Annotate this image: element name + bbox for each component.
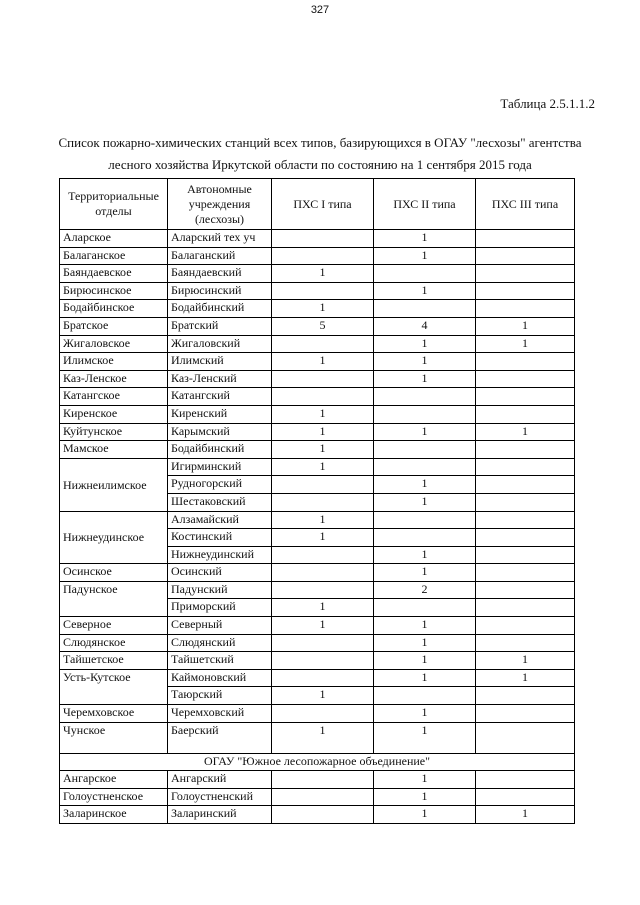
cell-dept: Илимское [60, 353, 168, 371]
cell-pcs-2: 1 [374, 705, 476, 723]
table-row [60, 423, 575, 441]
cell-pcs-3 [476, 511, 575, 529]
cell-pcs-3 [476, 788, 575, 806]
table-id: Таблица 2.5.1.1.2 [500, 96, 595, 111]
cell-pcs-3 [476, 705, 575, 723]
cell-pcs-1 [272, 282, 374, 300]
cell-pcs-2 [374, 441, 476, 459]
table-row [60, 617, 575, 635]
table-row [60, 771, 575, 789]
table-row [60, 405, 575, 423]
cell-institution: Илимский [168, 353, 272, 371]
cell-institution: Ангарский [168, 771, 272, 789]
cell-pcs-3: 1 [476, 335, 575, 353]
page-number: 327 [310, 4, 330, 16]
title-line-2: лесного хозяйства Иркутской области по состоянию на 1 сентября 2015 года [108, 157, 532, 172]
cell-pcs-3 [476, 247, 575, 265]
cell-pcs-1 [272, 546, 374, 564]
table-body [60, 230, 575, 824]
cell-pcs-3 [476, 546, 575, 564]
cell-pcs-2 [374, 529, 476, 547]
cell-pcs-3: 1 [476, 669, 575, 687]
header-pcs-type-2: ПХС II типа [374, 179, 476, 230]
cell-institution: Рудногорский [168, 476, 272, 494]
cell-pcs-3 [476, 634, 575, 652]
cell-pcs-1 [272, 388, 374, 406]
header-row [60, 179, 575, 230]
cell-pcs-1: 1 [272, 441, 374, 459]
cell-pcs-1: 1 [272, 265, 374, 283]
cell-pcs-2: 1 [374, 230, 476, 248]
table-row [60, 247, 575, 265]
cell-dept: Жигаловское [60, 335, 168, 353]
cell-pcs-3 [476, 353, 575, 371]
table-row [60, 722, 575, 753]
section-row [60, 753, 575, 771]
cell-pcs-1: 5 [272, 317, 374, 335]
cell-pcs-1 [272, 788, 374, 806]
cell-dept: Аларское [60, 230, 168, 248]
cell-institution: Осинский [168, 564, 272, 582]
cell-pcs-2 [374, 687, 476, 705]
cell-dept: Братское [60, 317, 168, 335]
cell-pcs-2: 1 [374, 652, 476, 670]
cell-dept: Осинское [60, 564, 168, 582]
table-row [60, 652, 575, 670]
cell-institution: Киренский [168, 405, 272, 423]
cell-pcs-3 [476, 230, 575, 248]
table-row [60, 705, 575, 723]
cell-institution: Жигаловский [168, 335, 272, 353]
cell-pcs-2: 1 [374, 423, 476, 441]
header-pcs-type-1: ПХС I типа [272, 179, 374, 230]
cell-pcs-2: 1 [374, 669, 476, 687]
cell-pcs-2: 1 [374, 722, 476, 753]
cell-pcs-2 [374, 300, 476, 318]
cell-pcs-2 [374, 388, 476, 406]
cell-dept: Голоустненское [60, 788, 168, 806]
cell-institution: Северный [168, 617, 272, 635]
cell-dept: Нижнеудинское [60, 511, 168, 564]
cell-dept: Ангарское [60, 771, 168, 789]
cell-pcs-1: 1 [272, 458, 374, 476]
cell-institution: Нижнеудинский [168, 546, 272, 564]
header-pcs-type-3: ПХС III типа [476, 179, 575, 230]
table-row [60, 564, 575, 582]
cell-pcs-1 [272, 652, 374, 670]
cell-pcs-3 [476, 564, 575, 582]
cell-pcs-2 [374, 265, 476, 283]
table-row [60, 282, 575, 300]
cell-pcs-1 [272, 581, 374, 599]
cell-institution: Алзамайский [168, 511, 272, 529]
table-row [60, 317, 575, 335]
cell-dept: Бирюсинское [60, 282, 168, 300]
cell-pcs-3 [476, 282, 575, 300]
cell-dept: Слюдянское [60, 634, 168, 652]
cell-dept: Нижнеилимское [60, 458, 168, 511]
cell-pcs-1: 1 [272, 511, 374, 529]
table-row [60, 353, 575, 371]
cell-pcs-3: 1 [476, 652, 575, 670]
cell-pcs-2 [374, 511, 476, 529]
stations-table [59, 178, 575, 824]
cell-pcs-1: 1 [272, 405, 374, 423]
cell-pcs-2 [374, 599, 476, 617]
table-row [60, 634, 575, 652]
cell-dept: Бодайбинское [60, 300, 168, 318]
cell-dept: Мамское [60, 441, 168, 459]
cell-institution: Каз-Ленский [168, 370, 272, 388]
table-row [60, 265, 575, 283]
cell-pcs-2: 1 [374, 788, 476, 806]
cell-institution: Балаганский [168, 247, 272, 265]
cell-institution: Карымский [168, 423, 272, 441]
cell-pcs-3 [476, 617, 575, 635]
cell-pcs-2: 1 [374, 353, 476, 371]
cell-pcs-1 [272, 230, 374, 248]
table-row [60, 230, 575, 248]
cell-dept: Баяндаевское [60, 265, 168, 283]
cell-pcs-3 [476, 722, 575, 753]
cell-institution: Черемховский [168, 705, 272, 723]
cell-pcs-3 [476, 581, 575, 599]
cell-pcs-2: 1 [374, 282, 476, 300]
cell-dept: Каз-Ленское [60, 370, 168, 388]
cell-institution: Голоустненский [168, 788, 272, 806]
table-row [60, 806, 575, 824]
cell-pcs-1: 1 [272, 617, 374, 635]
table-title [40, 132, 600, 176]
title-line-1: Список пожарно-химических станций всех типов, базирующихся в ОГАУ "лесхозы" агентства [58, 135, 582, 150]
table-row [60, 300, 575, 318]
cell-institution: Катангский [168, 388, 272, 406]
cell-dept: Чунское [60, 722, 168, 753]
cell-pcs-3 [476, 300, 575, 318]
cell-pcs-2: 1 [374, 493, 476, 511]
table-row [60, 669, 575, 687]
cell-institution: Шестаковский [168, 493, 272, 511]
cell-dept: Черемховское [60, 705, 168, 723]
cell-dept: Заларинское [60, 806, 168, 824]
cell-pcs-2: 1 [374, 335, 476, 353]
table-row [60, 458, 575, 476]
cell-pcs-3 [476, 493, 575, 511]
cell-pcs-1 [272, 564, 374, 582]
cell-pcs-2: 1 [374, 370, 476, 388]
cell-pcs-1: 1 [272, 529, 374, 547]
cell-pcs-3: 1 [476, 423, 575, 441]
table-row [60, 441, 575, 459]
cell-dept: Киренское [60, 405, 168, 423]
cell-pcs-2: 4 [374, 317, 476, 335]
cell-pcs-1 [272, 705, 374, 723]
cell-pcs-1: 1 [272, 423, 374, 441]
cell-pcs-2: 1 [374, 806, 476, 824]
table-row [60, 511, 575, 529]
cell-pcs-3 [476, 476, 575, 494]
cell-pcs-3: 1 [476, 317, 575, 335]
cell-pcs-2 [374, 405, 476, 423]
cell-dept: Падунское [60, 581, 168, 616]
cell-institution: Слюдянский [168, 634, 272, 652]
table-row [60, 788, 575, 806]
cell-dept: Тайшетское [60, 652, 168, 670]
table-row [60, 335, 575, 353]
cell-dept: Северное [60, 617, 168, 635]
table-row [60, 370, 575, 388]
header-territorial-departments: Территориальные отделы [60, 179, 168, 230]
cell-pcs-1: 1 [272, 599, 374, 617]
cell-pcs-1: 1 [272, 722, 374, 753]
cell-institution: Тайшетский [168, 652, 272, 670]
cell-pcs-3 [476, 405, 575, 423]
cell-pcs-3 [476, 599, 575, 617]
cell-pcs-3 [476, 687, 575, 705]
cell-pcs-2: 1 [374, 564, 476, 582]
cell-pcs-2: 1 [374, 617, 476, 635]
cell-dept: Катангское [60, 388, 168, 406]
header-autonomous-institutions: Автономные учреждения (лесхозы) [168, 179, 272, 230]
cell-pcs-3 [476, 265, 575, 283]
cell-pcs-1: 1 [272, 353, 374, 371]
cell-pcs-3 [476, 529, 575, 547]
cell-pcs-1: 1 [272, 300, 374, 318]
cell-pcs-1 [272, 669, 374, 687]
table-row [60, 388, 575, 406]
cell-institution: Костинский [168, 529, 272, 547]
cell-pcs-2: 1 [374, 476, 476, 494]
cell-pcs-2: 1 [374, 247, 476, 265]
cell-pcs-1 [272, 493, 374, 511]
cell-pcs-2: 1 [374, 634, 476, 652]
cell-pcs-1 [272, 806, 374, 824]
cell-institution: Аларский тех уч [168, 230, 272, 248]
cell-dept: Балаганское [60, 247, 168, 265]
cell-pcs-2: 1 [374, 771, 476, 789]
cell-dept: Усть-Кутское [60, 669, 168, 704]
cell-pcs-3 [476, 441, 575, 459]
cell-institution: Баерский [168, 722, 272, 753]
cell-pcs-2: 2 [374, 581, 476, 599]
cell-institution: Каймоновский [168, 669, 272, 687]
cell-institution: Приморский [168, 599, 272, 617]
cell-pcs-3 [476, 370, 575, 388]
section-label: ОГАУ "Южное лесопожарное объединение" [60, 753, 575, 771]
cell-institution: Падунский [168, 581, 272, 599]
cell-institution: Бодайбинский [168, 441, 272, 459]
cell-pcs-2: 1 [374, 546, 476, 564]
cell-pcs-1: 1 [272, 687, 374, 705]
cell-pcs-3: 1 [476, 806, 575, 824]
table-row [60, 581, 575, 599]
cell-pcs-3 [476, 458, 575, 476]
cell-institution: Баяндаевский [168, 265, 272, 283]
cell-pcs-1 [272, 476, 374, 494]
cell-institution: Братский [168, 317, 272, 335]
cell-pcs-1 [272, 247, 374, 265]
cell-pcs-1 [272, 771, 374, 789]
cell-institution: Игирминский [168, 458, 272, 476]
cell-institution: Заларинский [168, 806, 272, 824]
cell-institution: Бодайбинский [168, 300, 272, 318]
cell-pcs-1 [272, 634, 374, 652]
cell-institution: Бирюсинский [168, 282, 272, 300]
cell-pcs-2 [374, 458, 476, 476]
cell-pcs-3 [476, 771, 575, 789]
cell-pcs-1 [272, 335, 374, 353]
cell-pcs-1 [272, 370, 374, 388]
cell-dept: Куйтунское [60, 423, 168, 441]
cell-pcs-3 [476, 388, 575, 406]
cell-institution: Таюрский [168, 687, 272, 705]
